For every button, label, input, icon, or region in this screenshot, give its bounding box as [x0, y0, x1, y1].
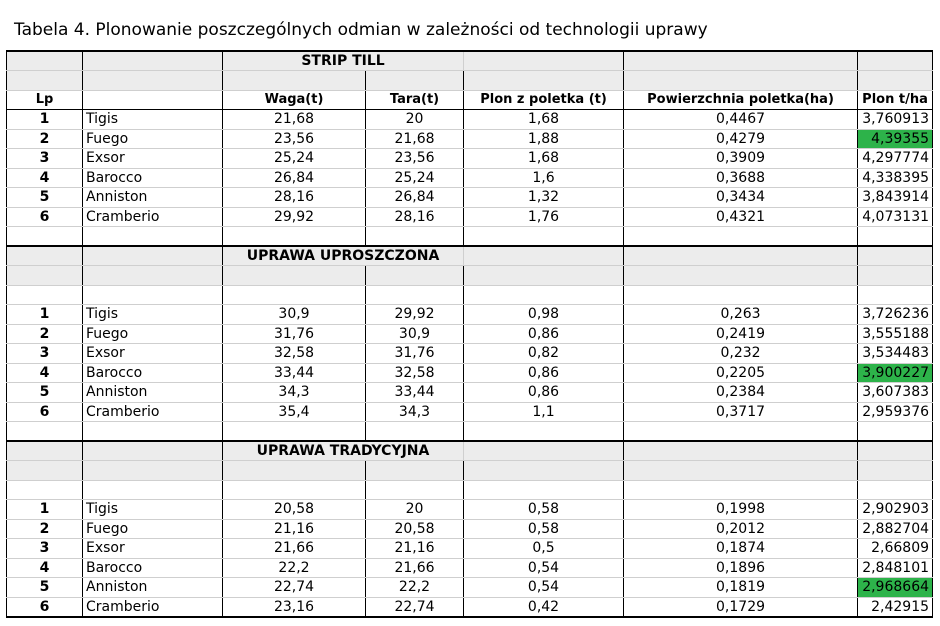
table-row	[7, 129, 933, 149]
cell-waga: 23,16	[223, 597, 366, 617]
empty-cell	[366, 422, 464, 442]
cell-lp: 2	[7, 129, 83, 149]
cell-plon: 1,76	[464, 207, 624, 227]
header-waga: Waga(t)	[223, 90, 366, 110]
section-title: UPRAWA UPROSZCZONA	[223, 246, 464, 266]
cell-powierzchnia: 0,4279	[624, 129, 858, 149]
cell-tara: 25,24	[366, 168, 464, 188]
table-row	[7, 344, 933, 364]
empty-cell	[624, 246, 858, 266]
table-row	[7, 110, 933, 130]
empty-cell	[7, 266, 83, 286]
cell-plon-ha: 3,900227	[858, 363, 933, 383]
empty-cell	[223, 461, 366, 481]
spacer-row	[7, 71, 933, 91]
empty-cell	[83, 441, 223, 461]
cell-plon: 0,86	[464, 363, 624, 383]
empty-cell	[464, 266, 624, 286]
cell-plon-ha: 4,073131	[858, 207, 933, 227]
cell-lp: 4	[7, 168, 83, 188]
cell-waga: 33,44	[223, 363, 366, 383]
cell-powierzchnia: 0,2012	[624, 519, 858, 539]
cell-plon-ha: 2,902903	[858, 500, 933, 520]
yield-table	[6, 50, 933, 618]
cell-name: Barocco	[83, 363, 223, 383]
cell-name: Barocco	[83, 558, 223, 578]
cell-lp: 2	[7, 324, 83, 344]
cell-lp: 2	[7, 519, 83, 539]
cell-name: Tigis	[83, 500, 223, 520]
cell-lp: 3	[7, 539, 83, 559]
cell-plon: 1,6	[464, 168, 624, 188]
cell-name: Fuego	[83, 519, 223, 539]
section-title: STRIP TILL	[223, 51, 464, 71]
header-lp: Lp	[7, 90, 83, 110]
cell-name: Anniston	[83, 188, 223, 208]
empty-cell	[223, 266, 366, 286]
empty-cell	[624, 422, 858, 442]
empty-cell	[223, 285, 366, 305]
empty-cell	[223, 480, 366, 500]
empty-cell	[223, 227, 366, 247]
section-title-row	[7, 51, 933, 71]
cell-powierzchnia: 0,3688	[624, 168, 858, 188]
empty-cell	[7, 461, 83, 481]
section-title-row	[7, 246, 933, 266]
cell-name: Anniston	[83, 578, 223, 598]
cell-powierzchnia: 0,4321	[624, 207, 858, 227]
empty-cell	[858, 441, 933, 461]
empty-cell	[83, 461, 223, 481]
empty-cell	[83, 71, 223, 91]
header-plon: Plon z poletka (t)	[464, 90, 624, 110]
cell-plon: 0,5	[464, 539, 624, 559]
cell-name: Fuego	[83, 129, 223, 149]
spacer-row	[7, 422, 933, 442]
header-tara: Tara(t)	[366, 90, 464, 110]
cell-plon: 1,68	[464, 149, 624, 169]
empty-cell	[7, 285, 83, 305]
table-row	[7, 578, 933, 598]
empty-cell	[7, 71, 83, 91]
empty-cell	[223, 422, 366, 442]
cell-plon-ha: 3,534483	[858, 344, 933, 364]
cell-plon-ha: 2,848101	[858, 558, 933, 578]
table-row	[7, 324, 933, 344]
cell-name: Exsor	[83, 149, 223, 169]
cell-powierzchnia: 0,2419	[624, 324, 858, 344]
cell-powierzchnia: 0,1819	[624, 578, 858, 598]
cell-plon: 1,88	[464, 129, 624, 149]
empty-cell	[366, 71, 464, 91]
table-row	[7, 519, 933, 539]
cell-waga: 35,4	[223, 402, 366, 422]
empty-cell	[858, 285, 933, 305]
cell-lp: 6	[7, 402, 83, 422]
empty-cell	[464, 285, 624, 305]
empty-cell	[464, 246, 624, 266]
empty-cell	[464, 461, 624, 481]
empty-cell	[7, 227, 83, 247]
header-name	[83, 90, 223, 110]
cell-powierzchnia: 0,4467	[624, 110, 858, 130]
table-row	[7, 383, 933, 403]
cell-name: Cramberio	[83, 207, 223, 227]
empty-cell	[464, 227, 624, 247]
table-row	[7, 402, 933, 422]
empty-cell	[7, 51, 83, 71]
empty-cell	[624, 480, 858, 500]
cell-tara: 21,66	[366, 558, 464, 578]
cell-tara: 20	[366, 110, 464, 130]
cell-powierzchnia: 0,3909	[624, 149, 858, 169]
cell-tara: 22,2	[366, 578, 464, 598]
cell-tara: 21,68	[366, 129, 464, 149]
empty-cell	[624, 285, 858, 305]
spacer-row	[7, 266, 933, 286]
empty-cell	[223, 71, 366, 91]
cell-powierzchnia: 0,263	[624, 305, 858, 325]
header-plon-ha: Plon t/ha	[858, 90, 933, 110]
cell-powierzchnia: 0,2205	[624, 363, 858, 383]
cell-name: Anniston	[83, 383, 223, 403]
cell-plon-ha: 2,42915	[858, 597, 933, 617]
empty-cell	[464, 71, 624, 91]
cell-name: Tigis	[83, 110, 223, 130]
empty-cell	[366, 227, 464, 247]
cell-tara: 33,44	[366, 383, 464, 403]
cell-plon-ha: 3,760913	[858, 110, 933, 130]
empty-cell	[624, 461, 858, 481]
cell-tara: 23,56	[366, 149, 464, 169]
cell-name: Cramberio	[83, 402, 223, 422]
cell-waga: 22,74	[223, 578, 366, 598]
empty-cell	[858, 227, 933, 247]
empty-cell	[7, 246, 83, 266]
empty-cell	[858, 51, 933, 71]
cell-plon: 1,32	[464, 188, 624, 208]
empty-cell	[7, 480, 83, 500]
cell-lp: 1	[7, 500, 83, 520]
header-row	[7, 90, 933, 110]
cell-lp: 5	[7, 578, 83, 598]
cell-waga: 28,16	[223, 188, 366, 208]
cell-plon: 0,54	[464, 558, 624, 578]
cell-lp: 4	[7, 363, 83, 383]
cell-waga: 20,58	[223, 500, 366, 520]
cell-tara: 32,58	[366, 363, 464, 383]
cell-plon: 0,58	[464, 500, 624, 520]
empty-cell	[858, 246, 933, 266]
table-row	[7, 149, 933, 169]
empty-cell	[83, 246, 223, 266]
cell-waga: 21,68	[223, 110, 366, 130]
cell-lp: 1	[7, 110, 83, 130]
cell-waga: 22,2	[223, 558, 366, 578]
cell-plon: 0,82	[464, 344, 624, 364]
cell-tara: 30,9	[366, 324, 464, 344]
cell-lp: 5	[7, 383, 83, 403]
empty-cell	[83, 266, 223, 286]
empty-cell	[858, 480, 933, 500]
empty-cell	[858, 71, 933, 91]
cell-waga: 30,9	[223, 305, 366, 325]
cell-name: Barocco	[83, 168, 223, 188]
section-title-row	[7, 441, 933, 461]
cell-tara: 28,16	[366, 207, 464, 227]
cell-tara: 31,76	[366, 344, 464, 364]
cell-powierzchnia: 0,1896	[624, 558, 858, 578]
cell-waga: 25,24	[223, 149, 366, 169]
cell-name: Exsor	[83, 539, 223, 559]
empty-cell	[83, 285, 223, 305]
cell-waga: 21,66	[223, 539, 366, 559]
cell-tara: 34,3	[366, 402, 464, 422]
empty-cell	[464, 480, 624, 500]
cell-plon-ha: 3,726236	[858, 305, 933, 325]
empty-cell	[83, 480, 223, 500]
cell-waga: 26,84	[223, 168, 366, 188]
cell-plon: 1,68	[464, 110, 624, 130]
empty-cell	[464, 441, 624, 461]
cell-lp: 6	[7, 207, 83, 227]
cell-tara: 22,74	[366, 597, 464, 617]
cell-plon-ha: 4,338395	[858, 168, 933, 188]
cell-plon-ha: 2,66809	[858, 539, 933, 559]
cell-plon-ha: 2,968664	[858, 578, 933, 598]
cell-plon-ha: 4,39355	[858, 129, 933, 149]
spacer-row	[7, 480, 933, 500]
cell-powierzchnia: 0,3434	[624, 188, 858, 208]
cell-plon: 0,86	[464, 324, 624, 344]
table-row	[7, 363, 933, 383]
cell-powierzchnia: 0,232	[624, 344, 858, 364]
cell-name: Cramberio	[83, 597, 223, 617]
empty-cell	[7, 441, 83, 461]
empty-cell	[624, 51, 858, 71]
cell-plon-ha: 2,959376	[858, 402, 933, 422]
cell-name: Tigis	[83, 305, 223, 325]
table-row	[7, 597, 933, 617]
empty-cell	[624, 441, 858, 461]
empty-cell	[366, 285, 464, 305]
empty-cell	[624, 71, 858, 91]
cell-powierzchnia: 0,1998	[624, 500, 858, 520]
cell-lp: 1	[7, 305, 83, 325]
empty-cell	[7, 422, 83, 442]
spacer-row	[7, 461, 933, 481]
cell-waga: 34,3	[223, 383, 366, 403]
table-row	[7, 558, 933, 578]
cell-plon: 1,1	[464, 402, 624, 422]
cell-waga: 29,92	[223, 207, 366, 227]
empty-cell	[624, 227, 858, 247]
table-row	[7, 168, 933, 188]
cell-plon-ha: 4,297774	[858, 149, 933, 169]
cell-tara: 20	[366, 500, 464, 520]
cell-plon: 0,58	[464, 519, 624, 539]
cell-plon: 0,54	[464, 578, 624, 598]
table-row	[7, 207, 933, 227]
spacer-row	[7, 227, 933, 247]
cell-waga: 32,58	[223, 344, 366, 364]
empty-cell	[83, 51, 223, 71]
cell-lp: 4	[7, 558, 83, 578]
cell-powierzchnia: 0,1874	[624, 539, 858, 559]
cell-lp: 6	[7, 597, 83, 617]
cell-powierzchnia: 0,3717	[624, 402, 858, 422]
cell-waga: 21,16	[223, 519, 366, 539]
table-caption: Tabela 4. Plonowanie poszczególnych odmian w zależności od technologii uprawy	[14, 20, 708, 40]
spacer-row	[7, 285, 933, 305]
empty-cell	[858, 461, 933, 481]
empty-cell	[624, 266, 858, 286]
cell-plon: 0,98	[464, 305, 624, 325]
cell-tara: 21,16	[366, 539, 464, 559]
cell-plon: 0,86	[464, 383, 624, 403]
cell-name: Fuego	[83, 324, 223, 344]
cell-plon-ha: 3,555188	[858, 324, 933, 344]
cell-tara: 29,92	[366, 305, 464, 325]
cell-name: Exsor	[83, 344, 223, 364]
empty-cell	[858, 266, 933, 286]
empty-cell	[464, 51, 624, 71]
cell-lp: 5	[7, 188, 83, 208]
cell-powierzchnia: 0,1729	[624, 597, 858, 617]
cell-plon: 0,42	[464, 597, 624, 617]
empty-cell	[366, 461, 464, 481]
table-row	[7, 539, 933, 559]
empty-cell	[858, 422, 933, 442]
table-row	[7, 500, 933, 520]
cell-tara: 26,84	[366, 188, 464, 208]
cell-lp: 3	[7, 344, 83, 364]
empty-cell	[366, 266, 464, 286]
cell-plon-ha: 3,843914	[858, 188, 933, 208]
empty-cell	[83, 422, 223, 442]
cell-plon-ha: 3,607383	[858, 383, 933, 403]
empty-cell	[83, 227, 223, 247]
cell-powierzchnia: 0,2384	[624, 383, 858, 403]
cell-waga: 23,56	[223, 129, 366, 149]
cell-waga: 31,76	[223, 324, 366, 344]
cell-lp: 3	[7, 149, 83, 169]
empty-cell	[464, 422, 624, 442]
cell-plon-ha: 2,882704	[858, 519, 933, 539]
empty-cell	[366, 480, 464, 500]
header-powierzchnia: Powierzchnia poletka(ha)	[624, 90, 858, 110]
section-title: UPRAWA TRADYCYJNA	[223, 441, 464, 461]
cell-tara: 20,58	[366, 519, 464, 539]
table-row	[7, 305, 933, 325]
table-row	[7, 188, 933, 208]
